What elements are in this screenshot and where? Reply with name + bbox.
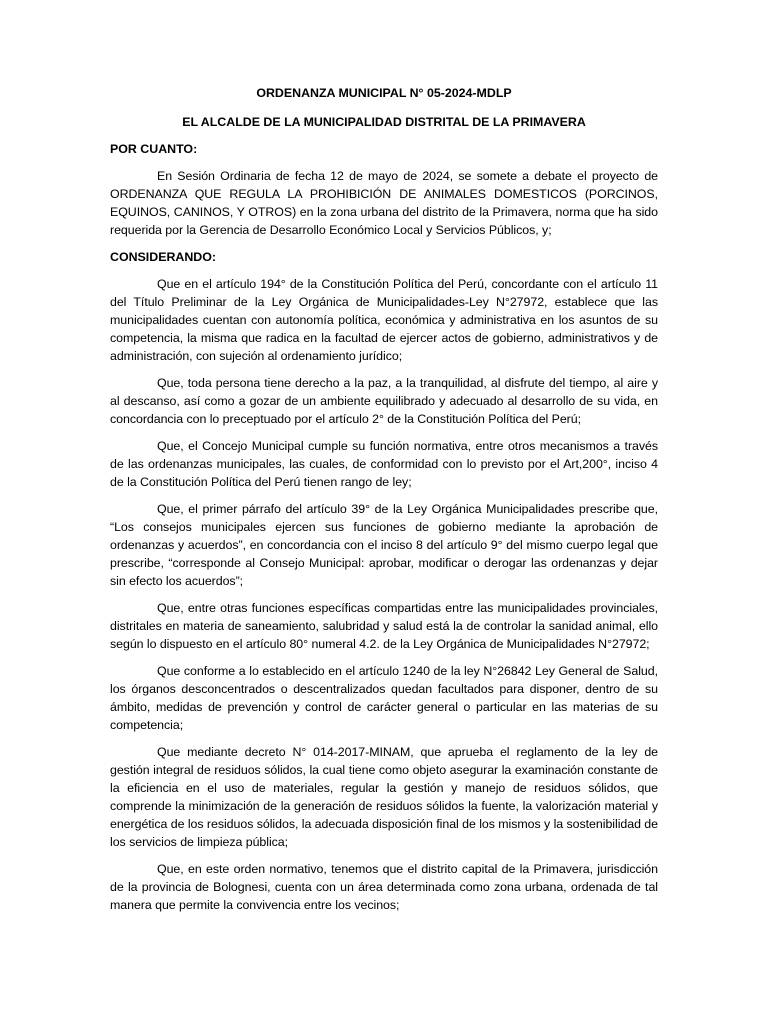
considerando-paragraph: Que en el artículo 194° de la Constitución Política del Perú, concordante con el artículo 11 del Título Preliminar de la Ley Orgánica de Municipalidades-Ley N°27972, establece que las municipalidades cuentan con autonomía política, económica y administrativa en los asuntos de su competencia, la misma que radica en la facultad de ejercer actos de gobierno, administrativos y de administración, con sujeción al ordenamiento jurídico; — [110, 277, 658, 363]
considerando-paragraph: Que, entre otras funciones específicas compartidas entre las municipalidades provinciales, distritales en materia de saneamiento, salubridad y salud está la de controlar la sanidad animal, ello según lo dispuesto en el artículo 80° numeral 4.2. de la Ley Orgánica de Municipalidades N°27972; — [110, 601, 658, 651]
considerando-paragraph: Que, el Concejo Municipal cumple su función normativa, entre otros mecanismos a través de las ordenanzas municipales, las cuales, de conformidad con lo previsto por el Art,200°, inciso 4 de la Constitución Política del Perú tienen rango de ley; — [110, 439, 658, 489]
por-cuanto-paragraph: En Sesión Ordinaria de fecha 12 de mayo de 2024, se somete a debate el proyecto de ORDENANZA QUE REGULA LA PROHIBICIÓN DE ANIMALES DOMESTICOS (PORCINOS, EQUINOS, CANINOS, Y OTROS) en la zona urbana del distrito de la Primavera, norma que ha sido requerida por la Gerencia de Desarrollo Económico Local y Servicios Públicos, y; — [110, 169, 658, 237]
considerando-paragraph: Que conforme a lo establecido en el artículo 1240 de la ley N°26842 Ley General de Salud, los órganos desconcentrados o descentralizados quedan facultados para disponer, dentro de su ámbito, medidas de prevención y control de carácter general o particular en las materias de su competencia; — [110, 664, 658, 732]
ordinance-subtitle: EL ALCALDE DE LA MUNICIPALIDAD DISTRITAL DE LA PRIMAVERA — [182, 115, 586, 129]
considerando-heading: CONSIDERANDO: — [110, 250, 217, 264]
ordinance-title: ORDENANZA MUNICIPAL N° 05-2024-MDLP — [256, 86, 512, 100]
considerando-paragraph: Que mediante decreto N° 014-2017-MINAM, que aprueba el reglamento de la ley de gestión integral de residuos sólidos, la cual tiene como objeto asegurar la examinación constante de la eficiencia en el uso de materiales, regular la gestión y manejo de residuos sólidos, que comprende la minimización de la generación de residuos sólidos la fuente, la valorización material y energética de los residuos sólidos, la adecuada disposición final de los mismos y la sostenibilidad de los servicios de limpieza pública; — [110, 745, 658, 849]
considerando-paragraph: Que, en este orden normativo, tenemos que el distrito capital de la Primavera, jurisdicción de la provincia de Bolognesi, cuenta con un área determinada como zona urbana, ordenada de tal manera que permite la convivencia entre los vecinos; — [110, 862, 658, 912]
por-cuanto-heading: POR CUANTO: — [110, 142, 198, 156]
considerando-paragraph: Que, el primer párrafo del artículo 39° de la Ley Orgánica Municipalidades prescribe que, “Los consejos municipales ejercen sus funciones de gobierno mediante la aprobación de ordenanzas y acuerdos”, en concordancia con el inciso 8 del artículo 9° del mismo cuerpo legal que prescribe, “corresponde al Consejo Municipal: aprobar, modificar o derogar las ordenanzas y dejar sin efecto los acuerdos”; — [110, 502, 658, 588]
considerando-paragraph: Que, toda persona tiene derecho a la paz, a la tranquilidad, al disfrute del tiempo, al aire y al descanso, así como a gozar de un ambiente equilibrado y adecuado al desarrollo de su vida, en concordancia con lo preceptuado por el artículo 2° de la Constitución Política del Perú; — [110, 376, 658, 426]
